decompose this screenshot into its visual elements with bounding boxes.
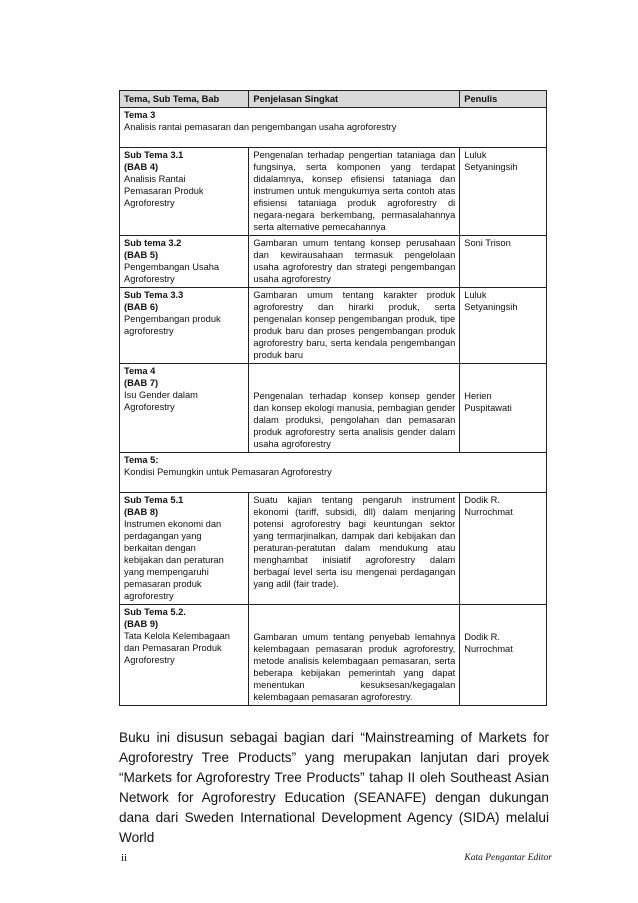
sub-theme-label: Sub Tema 3.3	[124, 290, 184, 300]
table-row	[120, 148, 547, 236]
body-paragraph: Buku ini disusun sebagai bagian dari “Mainstreaming of Markets for Agroforestry Tree Products” yang merupakan lanjutan dari proyek “Markets for Agroforestry Tree Products” tahap II oleh Southeast Asian Network for Agroforestry Education (SEANAFE) dengan dukungan dana dari Sweden International Development Agency (SIDA) melalui World	[119, 729, 549, 845]
chapter-title-line: Agroforestry	[124, 274, 175, 284]
chapter-label: (BAB 5)	[124, 250, 159, 260]
author-name-line: Nurrochmat	[464, 644, 513, 654]
footer-section-title: Kata Pengantar Editor	[464, 853, 552, 863]
chapter-title-line: agroforestry	[124, 591, 174, 601]
header-theme: Tema, Sub Tema, Bab	[120, 91, 249, 108]
tema5-row	[120, 453, 547, 493]
sub-theme-label: Sub Tema 5.1	[124, 495, 184, 505]
sub-theme-label: Sub Tema 5.2.	[124, 607, 186, 617]
table-row	[120, 605, 547, 706]
chapter-title-line: Tata Kelola Kelembagaan	[124, 631, 230, 641]
description-cell: Suatu kajian tentang pengaruh instrument ekonomi (tariff, subsidi, dll) dalam menjaring potensi agroforestry bagi keuntungan sektor yang termarjinalkan, dampak dari kebijakan dan peraturan-peratutan dalam mendukung atau menghambat inisiatif agroforestry dalam berbagai level serta isu mengenai perdagangan yang adil (fair trade).	[249, 493, 460, 605]
chapter-title-line: Agroforestry	[124, 655, 175, 665]
description-cell: Gambaran umum tentang karakter produk agroforestry dan hirarki produk, serta pengenalan konsep pengembangan produk, tipe produk baru dan proses pengembangan produk agroforestry baru, serta kendala pengembangan produk baru	[249, 288, 460, 364]
tema5-description: Kondisi Pemungkin untuk Pemasaran Agroforestry	[124, 467, 332, 477]
author-name-line: Soni Trison	[464, 238, 511, 248]
chapter-title-line: yang mempengaruhi	[124, 567, 209, 577]
themes-table	[119, 90, 547, 706]
author-name-line: Setyaningsih	[464, 302, 518, 312]
page-number: ii	[121, 852, 128, 864]
chapter-label: (BAB 6)	[124, 302, 159, 312]
sub-theme-label: Sub Tema 3.1	[124, 150, 184, 160]
chapter-title-line: Instrumen ekonomi dan	[124, 519, 222, 529]
chapter-title-line: berkaitan dengan	[124, 543, 196, 553]
author-name-line: Dodik R.	[464, 632, 500, 642]
chapter-title-line: Pengembangan Usaha	[124, 262, 220, 272]
chapter-title-line: dan Pemasaran Produk	[124, 643, 222, 653]
author-name-line: Herien	[464, 391, 492, 401]
chapter-title-line: Agroforestry	[124, 402, 175, 412]
description-cell: Pengenalan terhadap pengertian tataniaga dan fungsinya, serta komponen yang terdapat didalamnya, konsep efisiensi tataniaga dan instrumen untuk mengukurnya serta contoh atas efisiensi tataniaga produk agroforestry di negara-negara berkembang, permasalahannya serta alternative pemecahannya	[249, 148, 460, 236]
header-author: Penulis	[460, 91, 547, 108]
table-row	[120, 364, 547, 453]
chapter-title-line: Agroforestry	[124, 198, 175, 208]
chapter-title-line: Isu Gender dalam	[124, 390, 198, 400]
sub-theme-label: Tema 4	[124, 366, 156, 376]
chapter-label: (BAB 9)	[124, 619, 159, 629]
tema3-description: Analisis rantai pemasaran dan pengembangan usaha agroforestry	[124, 122, 397, 132]
chapter-label: (BAB 8)	[124, 507, 159, 517]
chapter-title-line: agroforestry	[124, 326, 174, 336]
description-cell: Pengenalan terhadap konsep konsep gender dan konsep ekologi manusia, pembagian gender dalam produksi, pengolahan dan pemasaran produk agroforestry serta analisis gender dalam usaha agroforestry	[249, 364, 460, 453]
chapter-title-line: pemasaran produk	[124, 579, 202, 589]
table-row	[120, 236, 547, 288]
chapter-title-line: Analisis Rantai	[124, 174, 186, 184]
sub-theme-label: Sub tema 3.2	[124, 238, 182, 248]
chapter-title-line: Pengembangan produk	[124, 314, 221, 324]
description-cell: Gambaran umum tentang konsep perusahaan dan kewirausahaan termasuk pengelolaan usaha agroforestry dan strategi pengembangan usaha agroforestry	[249, 236, 460, 288]
table-row	[120, 288, 547, 364]
chapter-title-line: Pemasaran Produk	[124, 186, 204, 196]
header-description: Penjelasan Singkat	[249, 91, 460, 108]
author-name-line: Nurrochmat	[464, 507, 513, 517]
chapter-label: (BAB 7)	[124, 378, 159, 388]
author-name-line: Puspitawati	[464, 403, 512, 413]
author-name-line: Setyaningsih	[464, 162, 518, 172]
tema3-row	[120, 108, 547, 148]
table-row	[120, 493, 547, 605]
author-name-line: Luluk	[464, 290, 487, 300]
chapter-label: (BAB 4)	[124, 162, 159, 172]
tema3-title: Tema 3	[124, 110, 156, 120]
tema5-title: Tema 5:	[124, 455, 159, 465]
chapter-title-line: kebijakan dan peraturan	[124, 555, 224, 565]
author-name-line: Dodik R.	[464, 495, 500, 505]
table-header-row	[120, 91, 547, 108]
description-cell: Gambaran umum tentang penyebab lemahnya kelembagaan pemasaran produk agroforestry, metode analisis kelembagaan pemasaran, serta beberapa kebijakan pemerintah yang dapat menentukan kesuksesan/kegagalan kelembagaan pemasaran agroforestry.	[249, 605, 460, 706]
author-name-line: Luluk	[464, 150, 487, 160]
chapter-title-line: perdagangan yang	[124, 531, 202, 541]
